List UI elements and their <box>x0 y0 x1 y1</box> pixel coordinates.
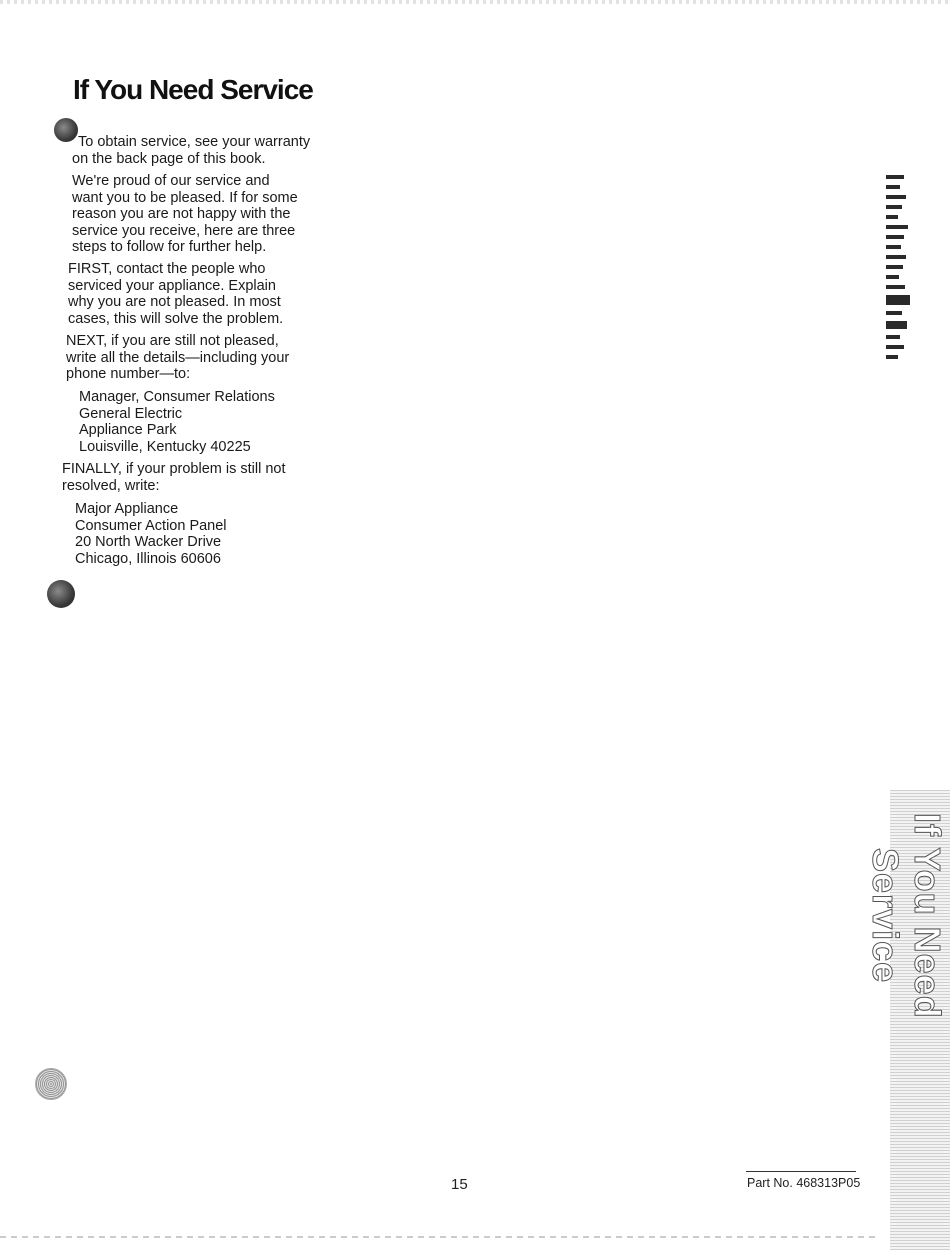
page-number: 15 <box>451 1176 468 1193</box>
text-line: want you to be pleased. If for some <box>72 189 298 206</box>
address-consumer-relations <box>79 389 275 455</box>
thumb-tab-strip <box>865 175 950 1250</box>
text-line: steps to follow for further help. <box>72 239 267 255</box>
text-line: write all the details—including your <box>66 349 290 366</box>
scan-edge-top <box>0 0 950 4</box>
address-line: Chicago, Illinois 60606 <box>75 550 221 567</box>
text-line: serviced your appliance. Explain <box>68 277 276 294</box>
scan-edge-bottom <box>0 1236 880 1238</box>
text-line: To obtain service, see your warranty <box>78 134 311 150</box>
text-line: resolved, write: <box>62 477 160 494</box>
page-title: If You Need Service <box>73 74 313 105</box>
text-line: service you receive, here are three <box>72 222 296 239</box>
address-action-panel <box>75 501 227 567</box>
text-line: on the back page of this book. <box>72 150 266 167</box>
text-line: why you are not pleased. In most <box>68 294 281 310</box>
side-tab-label: If You Need Service <box>865 813 948 1019</box>
text-line: We're proud of our service and <box>72 173 270 189</box>
address-line: Louisville, Kentucky 40225 <box>79 438 251 455</box>
text-line: FIRST, contact the people who <box>68 261 266 277</box>
binder-hole-icon <box>47 580 75 608</box>
paragraph-intro <box>72 134 322 167</box>
part-number-rule <box>746 1171 856 1172</box>
address-line: Consumer Action Panel <box>75 517 227 534</box>
address-line: Manager, Consumer Relations <box>79 389 275 405</box>
text-line: phone number—to: <box>66 366 191 382</box>
text-line: cases, this will solve the problem. <box>68 310 284 327</box>
address-line: 20 North Wacker Drive <box>75 534 222 550</box>
address-line: Major Appliance <box>75 501 179 517</box>
paragraph-finally <box>62 461 312 494</box>
text-line: NEXT, if you are still not pleased, <box>66 333 279 349</box>
paragraph-next <box>66 333 316 383</box>
paragraph-first <box>68 261 318 327</box>
part-number: Part No. 468313P05 <box>747 1176 861 1190</box>
address-line: Appliance Park <box>79 422 177 438</box>
text-line: reason you are not happy with the <box>72 206 291 222</box>
paragraph-proud <box>72 173 322 256</box>
tab-index-marks <box>886 175 920 415</box>
address-line: General Electric <box>79 405 183 422</box>
text-line: FINALLY, if your problem is still not <box>62 461 286 477</box>
binder-hole-icon <box>35 1068 67 1100</box>
